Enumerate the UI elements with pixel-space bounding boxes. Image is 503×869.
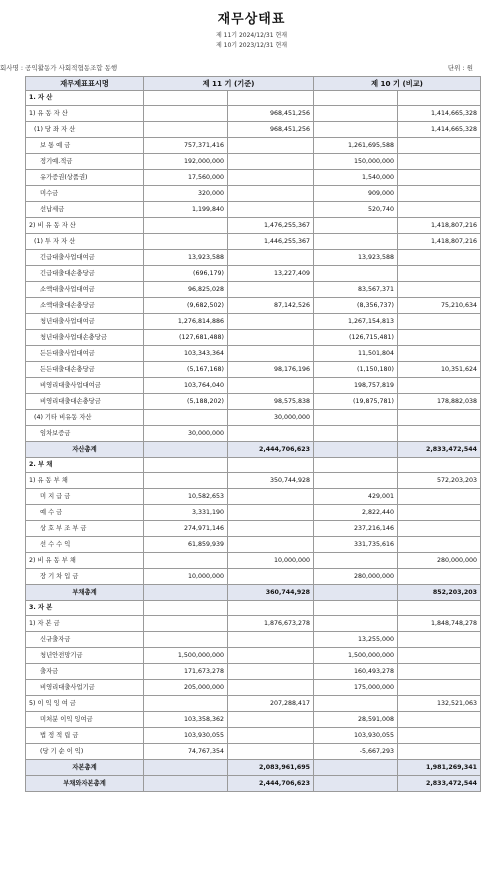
current-subtotal-cell: 87,142,526 (228, 298, 314, 314)
current-subtotal-cell (228, 505, 314, 521)
current-detail-cell: 103,343,364 (144, 346, 228, 362)
current-detail-cell: 103,930,055 (144, 728, 228, 744)
account-name-cell: 장 기 차 입 금 (26, 569, 144, 585)
prior-detail-cell: 1,540,000 (314, 170, 398, 186)
account-name-cell: 1. 자 산 (26, 91, 144, 106)
current-subtotal-cell (228, 632, 314, 648)
table-row (26, 250, 481, 266)
table-row (26, 410, 481, 426)
section-row (26, 458, 481, 473)
current-subtotal-cell (228, 282, 314, 298)
account-name-cell: (4) 기타 비유동 자산 (26, 410, 144, 426)
document-title: 재무상태표 (217, 12, 286, 27)
current-subtotal-cell: 968,451,256 (228, 106, 314, 122)
prior-detail-cell: 175,000,000 (314, 680, 398, 696)
header-account-name: 재무제표표시명 (26, 77, 144, 91)
table-row (26, 632, 481, 648)
account-name-cell: 보 통 예 금 (26, 138, 144, 154)
account-name-cell: 1) 유 동 부 채 (26, 473, 144, 489)
prior-subtotal-cell: 178,882,038 (398, 394, 481, 410)
account-name-cell: 법 정 적 립 금 (26, 728, 144, 744)
table-row (26, 505, 481, 521)
prior-detail-cell (314, 218, 398, 234)
prior-subtotal-cell (398, 91, 481, 106)
unit-label: 단위 : 원 (447, 64, 473, 72)
prior-detail-cell: 1,267,154,813 (314, 314, 398, 330)
current-subtotal-cell (228, 601, 314, 616)
account-name-cell: (1) 당 좌 자 산 (26, 122, 144, 138)
table-row (26, 154, 481, 170)
prior-detail-cell: 331,735,616 (314, 537, 398, 553)
current-subtotal-cell: 98,176,196 (228, 362, 314, 378)
current-subtotal-cell (228, 91, 314, 106)
account-name-cell: 청년대출사업대손충당금 (26, 330, 144, 346)
current-detail-cell: 1,500,000,000 (144, 648, 228, 664)
table-row (26, 473, 481, 489)
account-name-cell: (1) 투 자 자 산 (26, 234, 144, 250)
prior-subtotal-cell (398, 154, 481, 170)
prior-detail-cell: (8,356,737) (314, 298, 398, 314)
prior-subtotal-cell: 132,521,063 (398, 696, 481, 712)
total-row (26, 585, 481, 601)
current-subtotal-cell (228, 680, 314, 696)
account-name-cell: 자본총계 (26, 760, 144, 776)
account-name-cell: 신규출자금 (26, 632, 144, 648)
account-name-cell: 5) 이 익 잉 여 금 (26, 696, 144, 712)
prior-subtotal-cell (398, 648, 481, 664)
section-row (26, 91, 481, 106)
current-detail-cell: 103,764,040 (144, 378, 228, 394)
table-row (26, 122, 481, 138)
account-name-cell: 미수금 (26, 186, 144, 202)
prior-subtotal-cell: 2,833,472,544 (398, 442, 481, 458)
prior-detail-cell: 83,567,371 (314, 282, 398, 298)
table-row (26, 298, 481, 314)
current-detail-cell (144, 234, 228, 250)
prior-subtotal-cell (398, 170, 481, 186)
prior-subtotal-cell (398, 569, 481, 585)
account-name-cell: 든든대출대손충당금 (26, 362, 144, 378)
account-name-cell: 출자금 (26, 664, 144, 680)
table-row (26, 106, 481, 122)
table-body (26, 91, 481, 792)
prior-detail-cell (314, 458, 398, 473)
prior-subtotal-cell (398, 314, 481, 330)
current-detail-cell: 10,582,653 (144, 489, 228, 505)
prior-subtotal-cell (398, 601, 481, 616)
table-row (26, 378, 481, 394)
current-detail-cell (144, 91, 228, 106)
table-row (26, 521, 481, 537)
account-name-cell: (당 기 순 이 익) (26, 744, 144, 760)
prior-subtotal-cell: 1,418,807,216 (398, 234, 481, 250)
current-subtotal-cell: 1,446,255,367 (228, 234, 314, 250)
prior-subtotal-cell: 572,203,203 (398, 473, 481, 489)
prior-detail-cell: 198,757,819 (314, 378, 398, 394)
current-detail-cell (144, 553, 228, 569)
current-subtotal-cell (228, 154, 314, 170)
table-header-row (26, 77, 481, 91)
table-row (26, 728, 481, 744)
header-current-period: 제 11 기 (기준) (144, 77, 314, 91)
current-subtotal-cell (228, 426, 314, 442)
table-row (26, 218, 481, 234)
prior-detail-cell: 520,740 (314, 202, 398, 218)
prior-subtotal-cell (398, 138, 481, 154)
prior-subtotal-cell: 75,210,634 (398, 298, 481, 314)
prior-subtotal-cell (398, 712, 481, 728)
current-subtotal-cell (228, 728, 314, 744)
account-name-cell: 1) 자 본 금 (26, 616, 144, 632)
prior-subtotal-cell (398, 282, 481, 298)
current-subtotal-cell (228, 537, 314, 553)
prior-subtotal-cell: 2,833,472,544 (398, 776, 481, 792)
account-name-cell: 청년안전망기금 (26, 648, 144, 664)
current-detail-cell: (127,681,488) (144, 330, 228, 346)
prior-detail-cell (314, 553, 398, 569)
prior-subtotal-cell (398, 505, 481, 521)
account-name-cell: 부채와자본총계 (26, 776, 144, 792)
account-name-cell: 비영리대출대손충당금 (26, 394, 144, 410)
prior-detail-cell: 160,493,278 (314, 664, 398, 680)
table-row (26, 346, 481, 362)
prior-detail-cell: 13,255,000 (314, 632, 398, 648)
table-row (26, 362, 481, 378)
current-detail-cell: 757,371,416 (144, 138, 228, 154)
prior-detail-cell: 280,000,000 (314, 569, 398, 585)
table-row (26, 569, 481, 585)
table-row (26, 170, 481, 186)
prior-detail-cell (314, 106, 398, 122)
balance-sheet-table (25, 76, 481, 792)
table-row (26, 553, 481, 569)
prior-detail-cell (314, 776, 398, 792)
account-name-cell: 미처분 이익 잉여금 (26, 712, 144, 728)
prior-subtotal-cell: 852,203,203 (398, 585, 481, 601)
prior-subtotal-cell: 1,848,748,278 (398, 616, 481, 632)
current-subtotal-cell: 1,476,255,367 (228, 218, 314, 234)
header-prior-period: 제 10 기 (비교) (314, 77, 481, 91)
prior-subtotal-cell: 1,414,665,328 (398, 122, 481, 138)
account-name-cell: 청년대출사업대여금 (26, 314, 144, 330)
current-detail-cell: (5,167,168) (144, 362, 228, 378)
account-name-cell: 소액대출사업대여금 (26, 282, 144, 298)
current-period: 제 11기 2024/12/31 현재 (215, 32, 288, 39)
current-subtotal-cell: 2,083,961,695 (228, 760, 314, 776)
prior-detail-cell: 237,216,146 (314, 521, 398, 537)
current-detail-cell: 74,767,354 (144, 744, 228, 760)
prior-detail-cell: 103,930,055 (314, 728, 398, 744)
table-row (26, 712, 481, 728)
table-row (26, 426, 481, 442)
account-name-cell: 2) 비 유 동 부 채 (26, 553, 144, 569)
prior-detail-cell (314, 585, 398, 601)
total-row (26, 760, 481, 776)
current-detail-cell (144, 776, 228, 792)
account-name-cell: 든든대출사업대여금 (26, 346, 144, 362)
current-subtotal-cell (228, 138, 314, 154)
account-name-cell: 자산총계 (26, 442, 144, 458)
prior-detail-cell: 1,261,695,588 (314, 138, 398, 154)
section-row (26, 601, 481, 616)
prior-detail-cell: 150,000,000 (314, 154, 398, 170)
table-row (26, 744, 481, 760)
prior-detail-cell (314, 266, 398, 282)
current-subtotal-cell: 207,288,417 (228, 696, 314, 712)
current-detail-cell: 205,000,000 (144, 680, 228, 696)
total-row (26, 776, 481, 792)
current-subtotal-cell (228, 314, 314, 330)
current-detail-cell (144, 760, 228, 776)
current-subtotal-cell: 2,444,706,623 (228, 776, 314, 792)
current-detail-cell: 171,673,278 (144, 664, 228, 680)
current-detail-cell: 274,971,146 (144, 521, 228, 537)
prior-detail-cell (314, 760, 398, 776)
prior-subtotal-cell (398, 664, 481, 680)
account-name-cell: 미 지 급 금 (26, 489, 144, 505)
current-detail-cell (144, 696, 228, 712)
current-subtotal-cell: 360,744,928 (228, 585, 314, 601)
account-name-cell: 유가증권(상품권) (26, 170, 144, 186)
table-row (26, 696, 481, 712)
current-detail-cell (144, 442, 228, 458)
prior-subtotal-cell (398, 632, 481, 648)
current-detail-cell: 13,923,588 (144, 250, 228, 266)
prior-subtotal-cell (398, 489, 481, 505)
table-row (26, 680, 481, 696)
current-subtotal-cell (228, 569, 314, 585)
prior-detail-cell (314, 91, 398, 106)
table-row (26, 186, 481, 202)
prior-detail-cell: 13,923,588 (314, 250, 398, 266)
prior-subtotal-cell (398, 186, 481, 202)
prior-detail-cell: (1,150,180) (314, 362, 398, 378)
prior-subtotal-cell: 1,414,665,328 (398, 106, 481, 122)
table-row (26, 330, 481, 346)
account-name-cell: 비영리대출사업기금 (26, 680, 144, 696)
table-row (26, 266, 481, 282)
account-name-cell: 상 호 부 조 부 금 (26, 521, 144, 537)
current-subtotal-cell (228, 489, 314, 505)
current-subtotal-cell: 98,575,838 (228, 394, 314, 410)
current-subtotal-cell (228, 648, 314, 664)
prior-detail-cell: 1,500,000,000 (314, 648, 398, 664)
prior-period: 제 10기 2023/12/31 현재 (215, 42, 288, 49)
current-detail-cell: 192,000,000 (144, 154, 228, 170)
account-name-cell: 선납세금 (26, 202, 144, 218)
prior-detail-cell (314, 601, 398, 616)
current-subtotal-cell: 968,451,256 (228, 122, 314, 138)
prior-detail-cell: 2,822,440 (314, 505, 398, 521)
account-name-cell: 3. 자 본 (26, 601, 144, 616)
table-row (26, 537, 481, 553)
prior-detail-cell: 429,001 (314, 489, 398, 505)
prior-detail-cell (314, 616, 398, 632)
prior-subtotal-cell (398, 378, 481, 394)
current-subtotal-cell: 30,000,000 (228, 410, 314, 426)
prior-subtotal-cell: 10,351,624 (398, 362, 481, 378)
account-name-cell: 비영리대출사업대여금 (26, 378, 144, 394)
current-detail-cell (144, 410, 228, 426)
prior-detail-cell (314, 442, 398, 458)
prior-subtotal-cell: 280,000,000 (398, 553, 481, 569)
prior-subtotal-cell (398, 346, 481, 362)
prior-detail-cell (314, 410, 398, 426)
current-subtotal-cell: 10,000,000 (228, 553, 314, 569)
table-row (26, 394, 481, 410)
current-detail-cell (144, 106, 228, 122)
current-detail-cell: 3,331,190 (144, 505, 228, 521)
prior-subtotal-cell: 1,981,269,341 (398, 760, 481, 776)
prior-subtotal-cell (398, 250, 481, 266)
prior-detail-cell: (19,875,781) (314, 394, 398, 410)
prior-detail-cell: 11,501,804 (314, 346, 398, 362)
prior-subtotal-cell (398, 410, 481, 426)
account-name-cell: 2. 부 채 (26, 458, 144, 473)
table-row (26, 648, 481, 664)
account-name-cell: 선 수 수 익 (26, 537, 144, 553)
prior-subtotal-cell (398, 330, 481, 346)
current-detail-cell (144, 458, 228, 473)
account-name-cell: 긴급대출사업대여금 (26, 250, 144, 266)
current-subtotal-cell: 1,876,673,278 (228, 616, 314, 632)
account-name-cell: 2) 비 유 동 자 산 (26, 218, 144, 234)
current-subtotal-cell: 2,444,706,623 (228, 442, 314, 458)
prior-detail-cell (314, 234, 398, 250)
current-detail-cell: 103,358,362 (144, 712, 228, 728)
current-detail-cell: 61,859,939 (144, 537, 228, 553)
current-subtotal-cell (228, 250, 314, 266)
current-subtotal-cell (228, 521, 314, 537)
prior-subtotal-cell (398, 458, 481, 473)
current-detail-cell: 17,560,000 (144, 170, 228, 186)
total-row (26, 442, 481, 458)
current-subtotal-cell: 350,744,928 (228, 473, 314, 489)
current-subtotal-cell (228, 378, 314, 394)
prior-subtotal-cell (398, 202, 481, 218)
table-row (26, 664, 481, 680)
account-name-cell: 정기예.적금 (26, 154, 144, 170)
current-subtotal-cell (228, 202, 314, 218)
prior-detail-cell: (126,715,481) (314, 330, 398, 346)
current-subtotal-cell (228, 346, 314, 362)
prior-detail-cell (314, 426, 398, 442)
current-subtotal-cell (228, 330, 314, 346)
table-row (26, 314, 481, 330)
current-detail-cell (144, 616, 228, 632)
prior-detail-cell (314, 473, 398, 489)
current-detail-cell: 96,825,028 (144, 282, 228, 298)
prior-detail-cell (314, 122, 398, 138)
current-detail-cell: (9,682,502) (144, 298, 228, 314)
prior-subtotal-cell (398, 266, 481, 282)
current-subtotal-cell (228, 170, 314, 186)
current-detail-cell: (696,179) (144, 266, 228, 282)
current-subtotal-cell (228, 744, 314, 760)
account-name-cell: 부채총계 (26, 585, 144, 601)
prior-detail-cell (314, 696, 398, 712)
table-row (26, 138, 481, 154)
current-detail-cell: 1,276,814,886 (144, 314, 228, 330)
table-row (26, 282, 481, 298)
current-detail-cell (144, 601, 228, 616)
current-detail-cell: 10,000,000 (144, 569, 228, 585)
account-name-cell: 예 수 금 (26, 505, 144, 521)
prior-detail-cell: 909,000 (314, 186, 398, 202)
table-row (26, 489, 481, 505)
current-detail-cell: (5,188,202) (144, 394, 228, 410)
prior-subtotal-cell (398, 728, 481, 744)
current-detail-cell (144, 122, 228, 138)
current-detail-cell (144, 585, 228, 601)
account-name-cell: 소액대출대손충당금 (26, 298, 144, 314)
table-row (26, 616, 481, 632)
current-subtotal-cell (228, 458, 314, 473)
prior-subtotal-cell (398, 744, 481, 760)
table-row (26, 202, 481, 218)
prior-detail-cell: 28,591,008 (314, 712, 398, 728)
current-detail-cell: 320,000 (144, 186, 228, 202)
company-name: 회사명 : 공익활동가 사회적협동조합 동행 (0, 64, 118, 72)
account-name-cell: 1) 유 동 자 산 (26, 106, 144, 122)
current-subtotal-cell (228, 664, 314, 680)
prior-subtotal-cell: 1,418,807,216 (398, 218, 481, 234)
table-row (26, 234, 481, 250)
current-subtotal-cell: 13,227,409 (228, 266, 314, 282)
prior-subtotal-cell (398, 426, 481, 442)
account-name-cell: 긴급대출대손충당금 (26, 266, 144, 282)
prior-subtotal-cell (398, 537, 481, 553)
prior-subtotal-cell (398, 680, 481, 696)
prior-detail-cell: -5,667,293 (314, 744, 398, 760)
current-detail-cell: 30,000,000 (144, 426, 228, 442)
current-detail-cell (144, 632, 228, 648)
current-detail-cell: 1,199,840 (144, 202, 228, 218)
current-detail-cell (144, 473, 228, 489)
current-detail-cell (144, 218, 228, 234)
prior-subtotal-cell (398, 521, 481, 537)
current-subtotal-cell (228, 712, 314, 728)
current-subtotal-cell (228, 186, 314, 202)
account-name-cell: 임차보증금 (26, 426, 144, 442)
